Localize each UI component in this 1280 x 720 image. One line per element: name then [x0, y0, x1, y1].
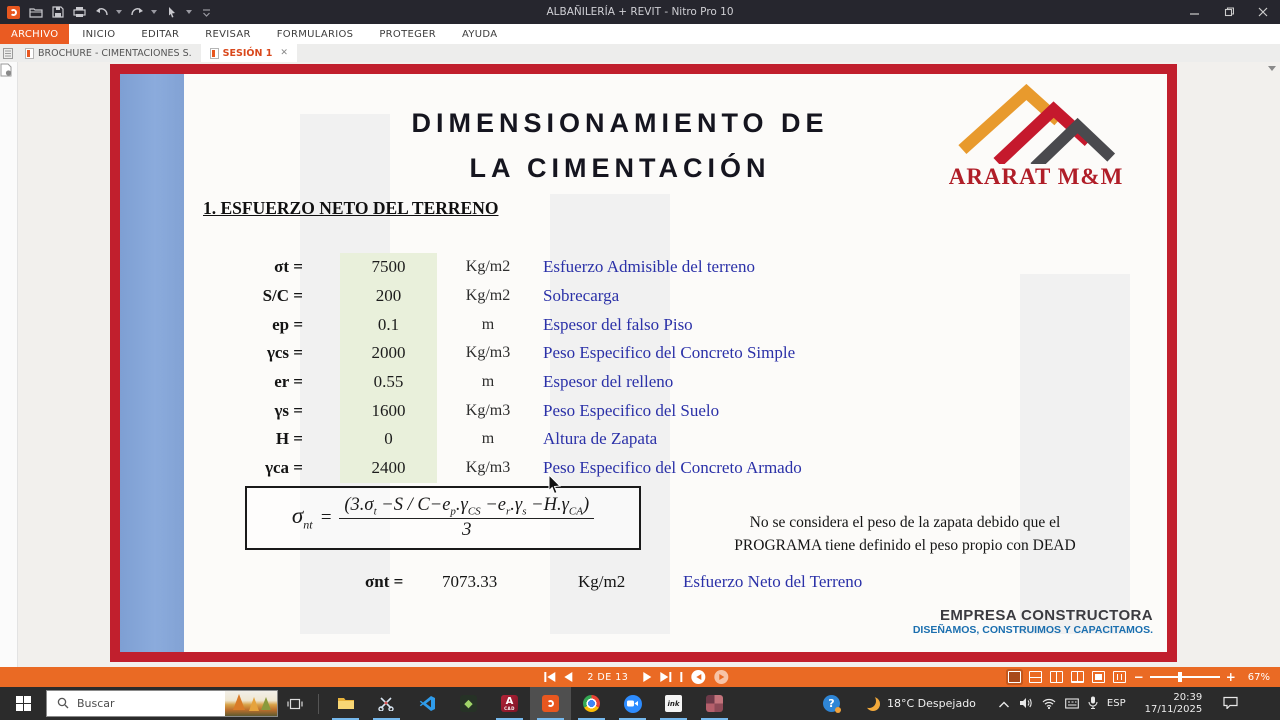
autocad-glyph: A CAD: [501, 695, 518, 712]
slide-left-blue-band: [120, 74, 184, 652]
page-tools-icon[interactable]: [0, 62, 13, 81]
wifi-icon[interactable]: [1042, 694, 1056, 713]
notification-center-icon[interactable]: [1223, 694, 1238, 713]
scrollbar-up-icon[interactable]: [1268, 66, 1276, 71]
note-text: [665, 511, 1145, 558]
search-highlight-image[interactable]: [225, 691, 277, 716]
zoom-out-icon[interactable]: −: [1133, 670, 1144, 684]
footer-company: EMPRESA CONSTRUCTORA: [939, 607, 1153, 624]
result-symbol: σnt =: [365, 572, 404, 591]
row-symbol: σt =: [274, 257, 303, 277]
single-page-view-icon[interactable]: [1008, 671, 1021, 683]
taskbar-nitro-icon[interactable]: [530, 687, 571, 720]
title-bar: [0, 0, 1280, 24]
restore-button[interactable]: [1212, 0, 1246, 24]
note-line2: PROGRAMA tiene definido el peso propio con DEAD: [734, 537, 1076, 555]
zoom-slider[interactable]: [1134, 670, 1236, 684]
tab-label: BROCHURE - CIMENTACIONES S.: [38, 47, 192, 59]
clock-date: 17/11/2025: [1144, 703, 1203, 715]
taskbar-inkscape-icon[interactable]: [653, 687, 694, 720]
zoom-percentage: 67%: [1247, 671, 1270, 683]
input-indicator-icon[interactable]: [1065, 694, 1079, 713]
document-tab-bar: [0, 44, 1280, 62]
parameters-table: [203, 253, 802, 483]
row-description: Peso Especifico del Suelo: [543, 400, 720, 420]
row-value: 0.55: [340, 368, 437, 397]
row-description: Sobrecarga: [543, 286, 620, 306]
left-sidebar: [0, 62, 18, 667]
formula-box: [245, 486, 641, 550]
formula-fraction: [339, 495, 594, 542]
menu-inicio[interactable]: INICIO: [82, 28, 116, 40]
menu-ayuda[interactable]: AYUDA: [462, 28, 498, 40]
row-unit: Kg/m3: [465, 344, 511, 362]
tab-brochure-cimentaciones[interactable]: [16, 44, 201, 62]
table-row: [203, 282, 802, 311]
previous-page-button[interactable]: [564, 672, 572, 682]
microphone-icon[interactable]: [1088, 694, 1098, 713]
row-symbol: ep =: [272, 314, 303, 334]
select-tool-icon[interactable]: [164, 5, 179, 20]
row-value: 2000: [340, 339, 437, 368]
diamond-glyph: ◆: [460, 695, 477, 712]
next-page-button[interactable]: [643, 672, 651, 682]
row-unit: m: [481, 315, 495, 333]
formula-numerator: $(3.\sigma_t -S / C-e_p.\gamma_{CS} -e_r.\gamma_s -H.\gamma_{CA})$: [339, 495, 594, 520]
menu-proteger[interactable]: PROTEGER: [379, 28, 437, 40]
weather-text: 18°C Despejado: [887, 697, 976, 710]
row-value: 200: [340, 282, 437, 311]
row-unit: Kg/m2: [465, 287, 511, 305]
slide-title: [190, 101, 1050, 191]
row-value: 7500: [340, 253, 437, 282]
continuous-view-icon[interactable]: [1029, 671, 1042, 683]
row-description: Espesor del falso Piso: [543, 314, 693, 334]
fit-page-view-icon[interactable]: [1113, 671, 1126, 683]
document-viewport: [0, 62, 1280, 667]
search-icon: [57, 694, 69, 713]
menu-archivo[interactable]: ARCHIVO: [0, 24, 69, 44]
status-bar: [0, 667, 1280, 687]
pages-panel-icon[interactable]: [0, 44, 16, 62]
zoom-slider-thumb[interactable]: [1178, 672, 1182, 682]
inkscape-glyph: ink: [665, 695, 682, 712]
formula-lhs: $\sigma_{nt}$: [291, 503, 313, 532]
taskbar-clock[interactable]: [1145, 692, 1203, 715]
table-row: [203, 253, 802, 282]
task-view-icon[interactable]: [278, 687, 312, 720]
table-row: [203, 396, 802, 425]
formula-equals: =: [319, 507, 333, 528]
nav-divider: [680, 672, 682, 682]
redo-dropdown-icon[interactable]: [151, 10, 157, 14]
facing-pages-view-icon[interactable]: [1050, 671, 1063, 683]
taskbar-snipping-tool-icon[interactable]: [366, 687, 407, 720]
taskbar-divider: [318, 694, 319, 714]
result-description: Esfuerzo Neto del Terreno: [683, 572, 863, 591]
row-unit: m: [481, 430, 495, 448]
footer-tagline: DISEÑAMOS, CONSTRUIMOS Y CAPACITAMOS.: [912, 624, 1153, 636]
volume-icon[interactable]: [1019, 694, 1033, 713]
menu-formularios[interactable]: FORMULARIOS: [276, 28, 354, 40]
search-placeholder: Buscar: [77, 697, 115, 710]
taskbar-zoom-icon[interactable]: [612, 687, 653, 720]
zoom-glyph: [624, 695, 642, 713]
customize-toolbar-icon[interactable]: [199, 5, 214, 20]
zoom-in-icon[interactable]: +: [1225, 670, 1236, 684]
pdf-file-icon: [25, 48, 34, 59]
system-tray: [998, 692, 1248, 715]
tab-sesion-1[interactable]: [201, 44, 297, 62]
row-description: Esfuerzo Admisible del terreno: [543, 257, 755, 277]
page-indicator: 2 DE 13: [587, 671, 629, 683]
tab-label: SESIÓN 1: [222, 47, 273, 59]
next-view-button[interactable]: [714, 670, 728, 684]
nitro-glyph: [547, 700, 554, 707]
table-row: [203, 310, 802, 339]
nitro-logo-icon[interactable]: [6, 5, 21, 20]
hidden-icons-chevron-icon[interactable]: [998, 694, 1010, 713]
row-unit: Kg/m3: [465, 401, 511, 419]
note-line1: No se considera el peso de la zapata debido que el: [749, 514, 1061, 531]
page-navigation: [544, 670, 728, 684]
close-button[interactable]: [1246, 0, 1280, 24]
mountains-logo-icon: [956, 84, 1116, 164]
row-value: 0.1: [340, 310, 437, 339]
redo-icon[interactable]: [129, 5, 144, 20]
row-symbol: γca =: [265, 458, 303, 478]
row-description: Peso Especifico del Concreto Armado: [543, 458, 802, 478]
undo-icon[interactable]: [94, 5, 109, 20]
ribbon-menu: [0, 24, 1280, 44]
row-symbol: H =: [275, 429, 303, 449]
table-row: [203, 339, 802, 368]
taskbar-chrome-icon[interactable]: [571, 687, 612, 720]
taskbar-autocad-icon[interactable]: [489, 687, 530, 720]
open-file-icon[interactable]: [28, 5, 43, 20]
row-value: 0: [340, 425, 437, 454]
row-symbol: er =: [274, 372, 303, 392]
tab-close-icon[interactable]: ✕: [280, 48, 288, 58]
formula-denominator: 3: [462, 519, 472, 541]
row-symbol: γs =: [274, 400, 303, 420]
logo-text: ARARAT M&M: [948, 164, 1124, 189]
language-indicator[interactable]: ESP: [1106, 698, 1126, 709]
mouse-cursor-icon: [548, 474, 562, 498]
chrome-glyph: [583, 695, 600, 712]
row-unit: m: [481, 373, 495, 391]
row-symbol: γcs =: [266, 343, 303, 363]
last-page-button[interactable]: [660, 672, 671, 682]
start-button[interactable]: [0, 687, 46, 720]
windows-taskbar: [0, 687, 1280, 720]
taskbar-weather[interactable]: [866, 697, 976, 711]
windows-logo-icon: [16, 696, 31, 711]
print-icon[interactable]: [72, 5, 87, 20]
grid-view-icon[interactable]: [1071, 671, 1084, 683]
result-unit: Kg/m2: [578, 572, 626, 591]
menu-editar[interactable]: EDITAR: [141, 28, 180, 40]
pdf-page-slide: [110, 64, 1177, 662]
row-description: Espesor del relleno: [543, 372, 674, 392]
row-unit: Kg/m2: [465, 258, 511, 276]
quick-access-toolbar: [0, 5, 214, 20]
help-glyph: ?: [823, 695, 840, 712]
row-description: Altura de Zapata: [543, 429, 658, 449]
row-value: 2400: [340, 454, 437, 483]
slide-title-line1: DIMENSIONAMIENTO DE: [411, 108, 829, 138]
company-logo: [931, 84, 1141, 190]
view-controls: [1008, 670, 1270, 684]
menu-revisar[interactable]: REVISAR: [205, 28, 251, 40]
clock-time: 20:39: [1173, 692, 1203, 703]
taskbar-help-icon[interactable]: [811, 687, 852, 720]
undo-dropdown-icon[interactable]: [116, 10, 122, 14]
save-icon[interactable]: [50, 5, 65, 20]
s10-glyph: [706, 695, 723, 712]
taskbar-diamond-app-icon[interactable]: [448, 687, 489, 720]
window-title: ALBAÑILERÍA + REVIT - Nitro Pro 10: [546, 6, 734, 18]
slide-footer: [913, 607, 1153, 636]
taskbar-search-input[interactable]: [46, 690, 278, 717]
taskbar-vscode-icon[interactable]: [407, 687, 448, 720]
taskbar-s10-icon[interactable]: [694, 687, 735, 720]
minimize-button[interactable]: [1178, 0, 1212, 24]
section-heading: 1. ESFUERZO NETO DEL TERRENO: [203, 198, 499, 218]
select-tool-dropdown-icon[interactable]: [186, 10, 192, 14]
result-value: 7073.33: [442, 572, 498, 591]
row-unit: Kg/m3: [465, 459, 511, 477]
slide-title-line2: LA CIMENTACIÓN: [469, 153, 771, 183]
pdf-file-icon: [210, 48, 219, 59]
row-symbol: S/C =: [262, 286, 303, 306]
table-row: [203, 368, 802, 397]
first-page-button[interactable]: [544, 672, 555, 682]
row-value: 1600: [340, 396, 437, 425]
previous-view-button[interactable]: [691, 670, 705, 684]
table-row: [203, 425, 802, 454]
moon-icon: [866, 697, 880, 711]
result-row: [120, 572, 1167, 596]
row-description: Peso Especifico del Concreto Simple: [543, 343, 796, 363]
table-row: [203, 454, 802, 483]
fit-width-view-icon[interactable]: [1092, 671, 1105, 683]
taskbar-file-explorer-icon[interactable]: [325, 687, 366, 720]
